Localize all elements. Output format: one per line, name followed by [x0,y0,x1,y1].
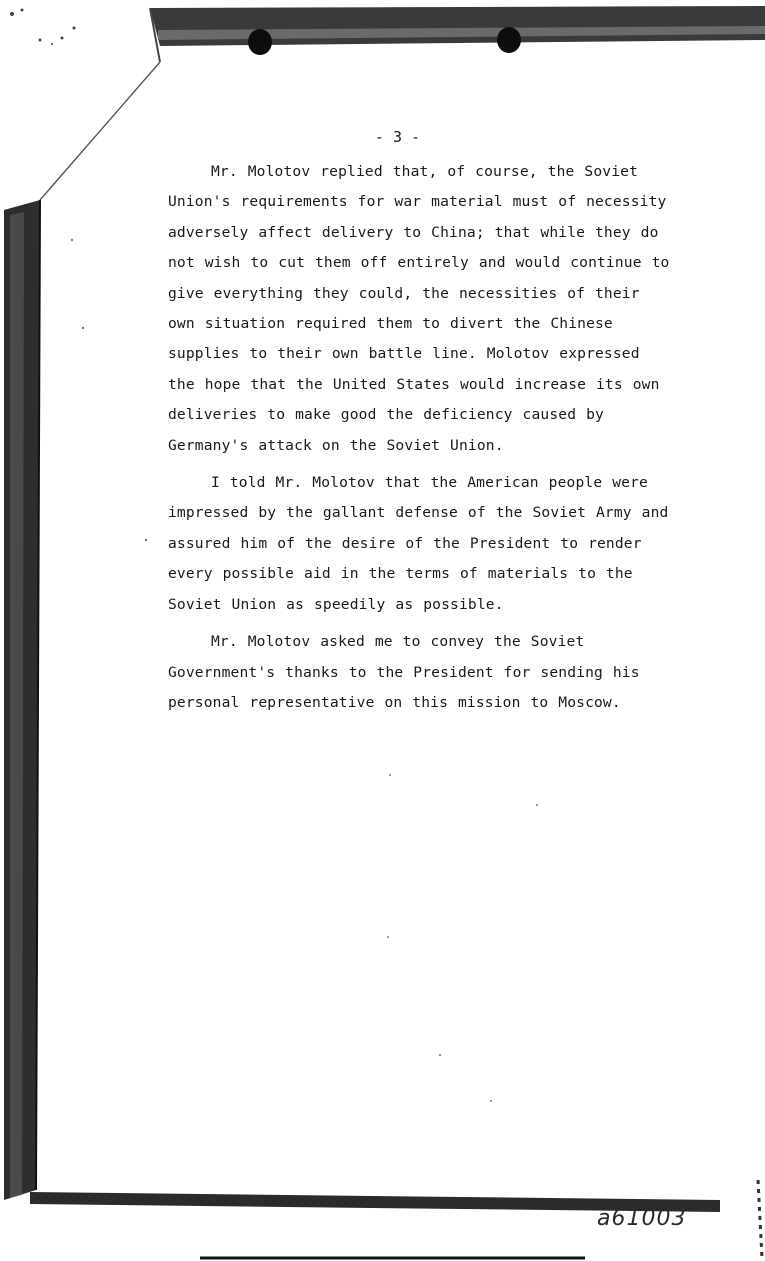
punch-hole-right [497,27,521,53]
handwritten-document-id: a61003 [597,1206,687,1231]
right-edge-specks [758,1180,762,1258]
corner-specks [10,9,76,46]
punch-hole-left [248,29,272,55]
paragraph-american-people: I told Mr. Molotov that the American people were impressed by the gallant defense of the Soviet Army and assured him of the desire of the President to render every possible aid in the terms of materials to the Soviet Union as speedily as possible. [168,474,669,613]
page-number: - 3 - [374,128,421,146]
paragraph-molotov-reply: Mr. Molotov replied that, of course, the Soviet Union's requirements for war material must of necessity adversely affect delivery to China; that while they do not wish to cut them off entirely and would continue to give everything they could, the necessities of their own situation required them to divert the Chinese supplies to their own battle line. Molotov expressed the hope that the United States would increase its own deliveries to make good the deficiency caused by Germany's attack on the Soviet Union. [168,163,670,454]
left-binding-texture [10,212,24,1198]
paragraph-convey-thanks: Mr. Molotov asked me to convey the Soviet Government's thanks to the President for sending his personal representative on this mission to Moscow. [168,633,640,711]
top-binding-strip [150,6,765,46]
letter-body [168,157,673,718]
